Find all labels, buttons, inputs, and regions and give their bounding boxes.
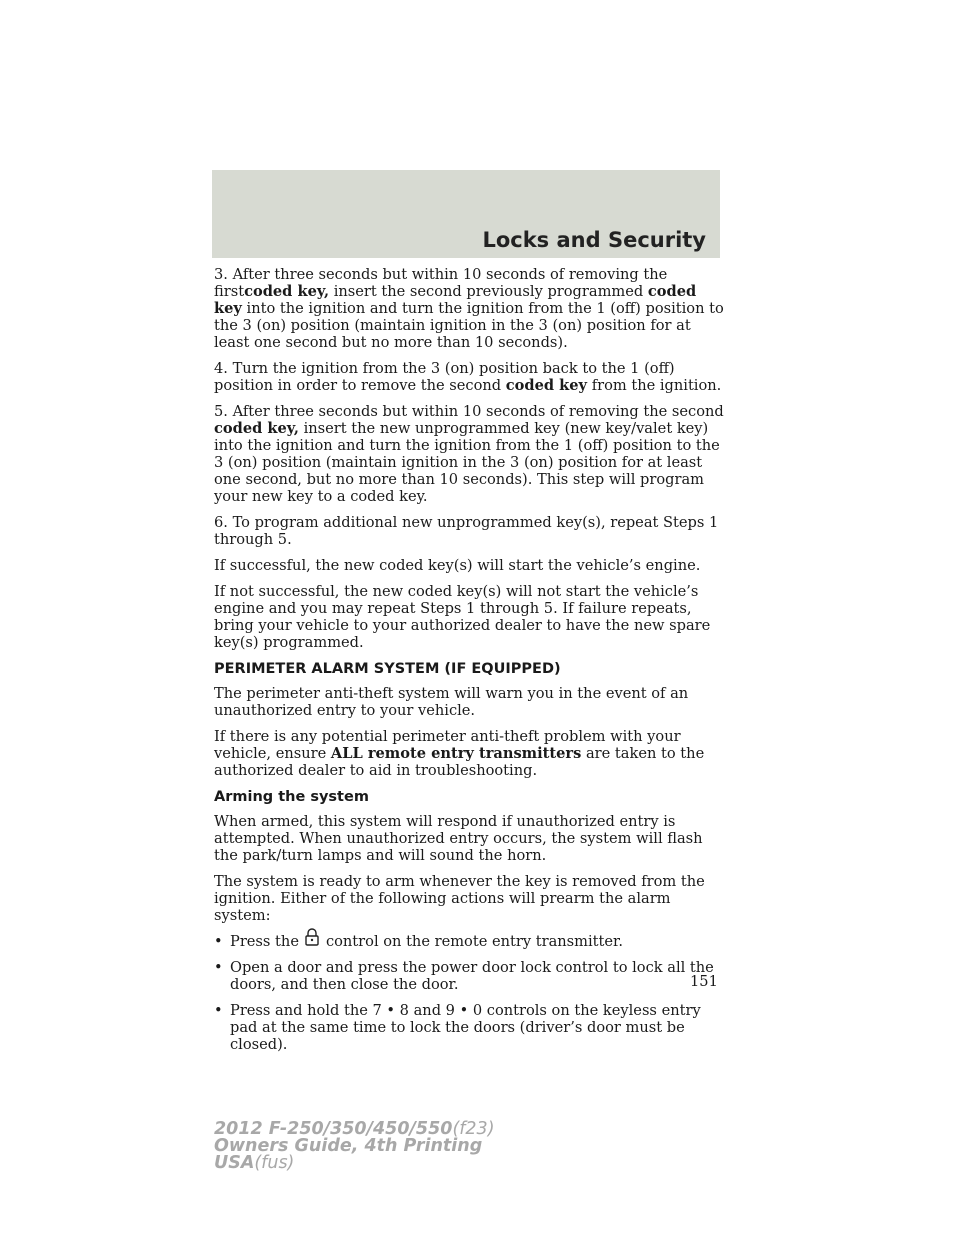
bullet-dot: • — [214, 1002, 223, 1019]
step-3-coded-key: coded key, — [244, 283, 330, 300]
failure-note: If not successful, the new coded key(s) will not start the vehicle’s engine and you may repeat Steps 1 through 5. If failure repeats, bring your vehicle to your authorized dealer to have the new spare key(s) programmed. — [214, 583, 711, 651]
step-6: 6. To program additional new unprogrammed key(s), repeat Steps 1 through 5. — [214, 514, 719, 548]
perimeter-alarm-heading: PERIMETER ALARM SYSTEM (IF EQUIPPED) — [214, 661, 561, 677]
perimeter-p2-bold: ALL remote entry transmitters — [330, 745, 582, 762]
step-3-text: 3. After three seconds but within 10 seconds of removing the first — [214, 266, 668, 300]
step-3-text-2: insert the second previously programmed — [333, 283, 644, 300]
step-4-text: 4. Turn the ignition from the 3 (on) position back to the 1 (off) position in order to remove the second — [214, 360, 675, 394]
bullet-3-text: Press and hold the 7 • 8 and 9 • 0 controls on the keyless entry pad at the same time to lock the doors (driver’s door must be closed). — [230, 1002, 701, 1053]
bullet-1-text-2: control on the remote entry transmitter. — [325, 933, 624, 950]
step-4-text-2: from the ignition. — [591, 377, 722, 394]
lock-icon — [302, 933, 322, 950]
step-3-text-3: into the ignition and turn the ignition from the 1 (off) position to the 3 (on) position (maintain ignition in the 3 (on) position for at least one second but no more than 10 seconds). — [214, 300, 724, 351]
arming-heading: Arming the system — [214, 789, 369, 805]
footer-line-3 — [214, 1155, 495, 1172]
step-5-text: 5. After three seconds but within 10 seconds of removing the second — [214, 403, 724, 420]
bullet-item-3 — [214, 1002, 726, 1053]
footer-market-code: (fus) — [254, 1153, 295, 1173]
bullet-dot: • — [214, 933, 223, 950]
section-header-band — [212, 170, 720, 258]
bullet-2-text: Open a door and press the power door lock control to lock all the doors, and then close the door. — [230, 959, 714, 993]
step-5-text-2: insert the new unprogrammed key (new key/valet key) into the ignition and turn the ignition from the 1 (off) position to the 3 (on) position (maintain ignition in the 3 (on) position for at least one second, but no more than 10 seconds). This step will program your new key to a coded key. — [214, 420, 720, 505]
perimeter-paragraph-2 — [214, 728, 726, 779]
footer-model: 2012 F-250/350/450/550 — [214, 1119, 453, 1139]
perimeter-p2-text: If there is any potential perimeter anti-theft problem with your vehicle, ensure — [214, 728, 681, 762]
arming-paragraph-1: When armed, this system will respond if unauthorized entry is attempted. When unauthorized entry occurs, the system will flash the park/turn lamps and will sound the horn. — [214, 813, 703, 864]
footer-market: USA — [214, 1153, 255, 1173]
bullet-dot: • — [214, 959, 223, 976]
step-5-coded-key: coded key, — [214, 420, 299, 437]
step-4-coded-key: coded key — [505, 377, 588, 394]
section-title: Locks and Security — [482, 228, 706, 252]
success-note: If successful, the new coded key(s) will start the vehicle’s engine. — [214, 557, 701, 574]
bullet-1-text: Press the — [230, 933, 299, 950]
perimeter-paragraph-1: The perimeter anti-theft system will warn you in the event of an unauthorized entry to your vehicle. — [214, 685, 689, 719]
bullet-item-2 — [214, 959, 726, 993]
page-content — [214, 266, 726, 1062]
step-5 — [214, 403, 726, 505]
page-number: 151 — [690, 973, 718, 990]
footer-print-info — [214, 1121, 495, 1172]
step-4 — [214, 360, 726, 394]
step-3 — [214, 266, 726, 351]
step-3-coded-key-2: coded key — [214, 283, 697, 317]
footer-model-code: (f23) — [452, 1119, 495, 1139]
footer-line-2: Owners Guide, 4th Printing — [214, 1136, 483, 1156]
perimeter-p2-text-2: are taken to the authorized dealer to aid in troubleshooting. — [214, 745, 705, 779]
bullet-item-1 — [214, 933, 726, 950]
arming-paragraph-2: The system is ready to arm whenever the key is removed from the ignition. Either of the following actions will prearm the alarm system: — [214, 873, 705, 924]
